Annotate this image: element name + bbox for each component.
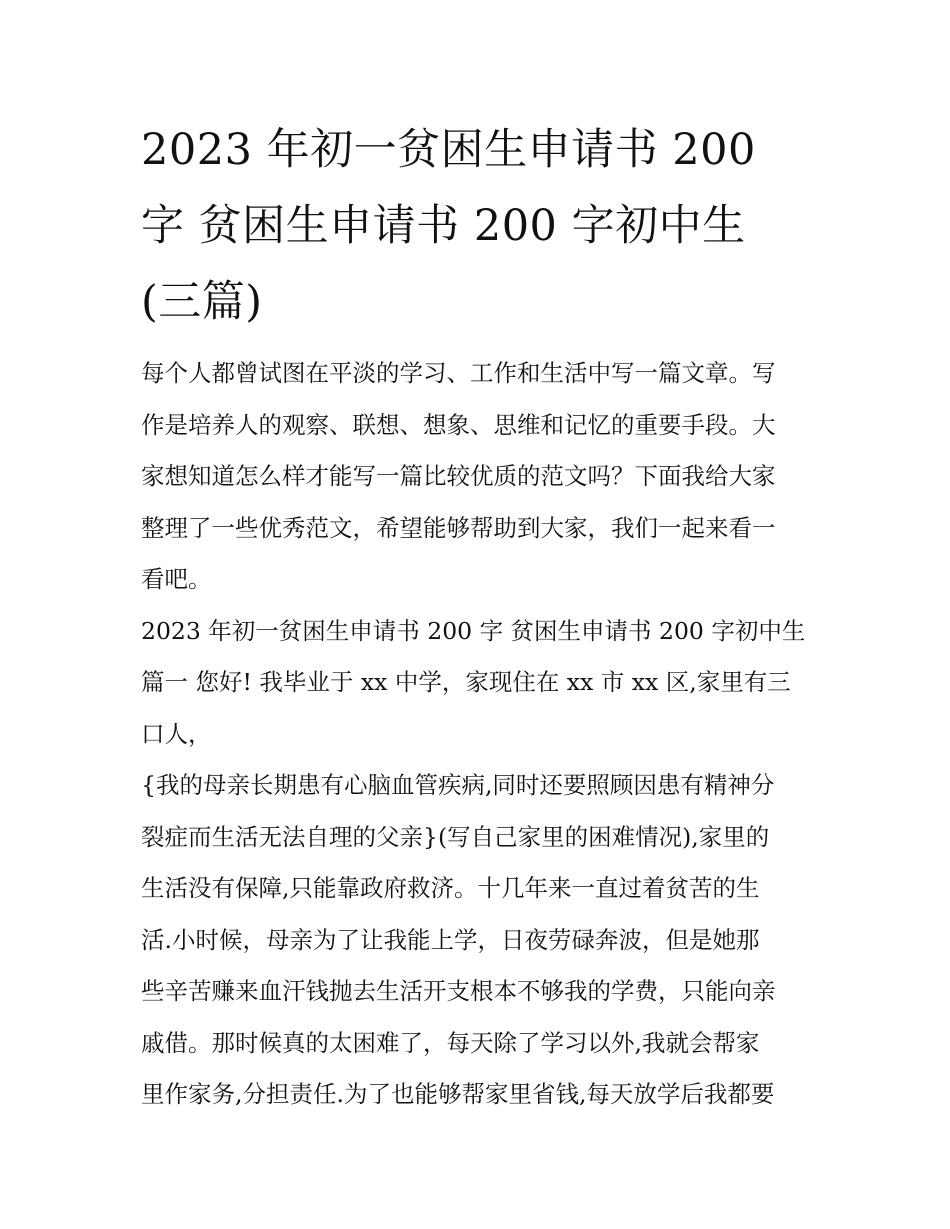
body-line: 作是培养人的观察、联想、想象、思维和记忆的重要手段。大: [141, 410, 776, 439]
title-line: 2023 年初一贫困生申请书 200: [141, 125, 756, 175]
body-line: 口人，: [141, 719, 212, 748]
body-line: 整理了一些优秀范文，希望能够帮助到大家，我们一起来看一: [141, 513, 776, 542]
document-title: [141, 112, 813, 340]
body-line: 里作家务,分担责任.为了也能够帮家里省钱,每天放学后我都要: [141, 1080, 775, 1108]
body-line: 戚借。那时候真的太困难了，每天除了学习以外,我就会帮家: [141, 1028, 760, 1057]
document-content: [141, 112, 813, 1121]
body-line: 家想知道怎么样才能写一篇比较优质的范文吗？下面我给大家: [141, 462, 776, 490]
body-line: 篇一 您好! 我毕业于 xx 中学，家现住在 xx 市 xx 区,家里有三: [141, 668, 791, 696]
body-line: 每个人都曾试图在平淡的学习、工作和生活中写一篇文章。写: [141, 359, 776, 387]
body-line: 2023 年初一贫困生申请书 200 字 贫困生申请书 200 字初中生: [141, 616, 806, 645]
body-line: {我的母亲长期患有心脑血管疾病,同时还要照顾因患有精神分: [141, 771, 775, 799]
body-line: 活.小时候，母亲为了让我能上学，日夜劳碌奔波，但是她那: [141, 925, 760, 954]
title-line: 字 贫困生申请书 200 字初中生: [141, 201, 746, 251]
body-line: 些辛苦赚来血汗钱抛去生活开支根本不够我的学费，只能向亲: [141, 977, 776, 1005]
title-line: (三篇): [141, 277, 263, 327]
body-line: 看吧。: [141, 565, 212, 593]
document-body: [141, 348, 813, 1121]
body-line: 生活没有保障,只能靠政府救济。十几年来一直过着贫苦的生: [141, 874, 760, 902]
body-line: 裂症而生活无法自理的父亲}(写自己家里的困难情况),家里的: [141, 822, 770, 851]
